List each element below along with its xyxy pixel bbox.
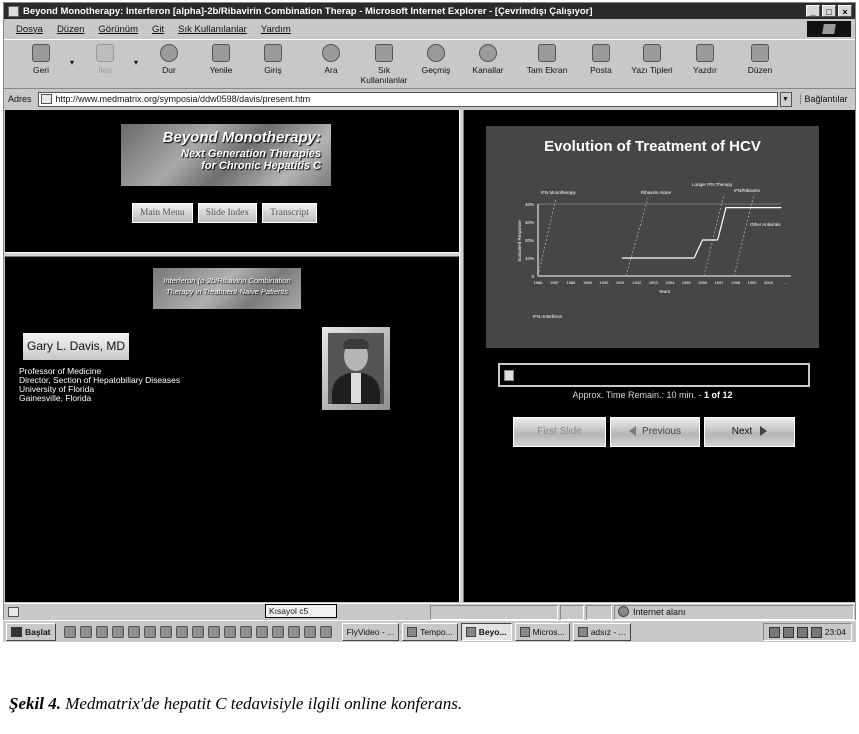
back-button[interactable] bbox=[16, 44, 66, 75]
stop-label: Dur bbox=[162, 65, 176, 75]
x-tick-label: 1999 bbox=[747, 280, 757, 285]
ie-icon bbox=[466, 627, 476, 637]
forward-arrow-icon bbox=[96, 44, 114, 62]
refresh-label: Yenile bbox=[209, 65, 233, 75]
ie-page-icon bbox=[8, 6, 19, 17]
transcript-button[interactable]: Transcript bbox=[262, 203, 317, 223]
slide-index-button[interactable]: Slide Index bbox=[198, 203, 258, 223]
mail-button[interactable] bbox=[576, 44, 626, 75]
home-icon bbox=[264, 44, 282, 62]
status-cell bbox=[430, 605, 558, 620]
figure-text: Medmatrix'de hepatit C tedavisiyle ilgili online konferans. bbox=[60, 694, 463, 713]
toolbar bbox=[4, 39, 855, 89]
quick-launch-icon[interactable] bbox=[208, 626, 220, 638]
era-divider-line bbox=[734, 194, 754, 276]
fonts-label: Yazı Tipleri bbox=[631, 65, 673, 75]
slide-chart bbox=[486, 126, 819, 348]
language-icon[interactable] bbox=[783, 627, 794, 638]
figure-label: Şekil 4. bbox=[9, 694, 61, 713]
address-input[interactable] bbox=[38, 92, 778, 107]
forward-dropdown-icon[interactable]: ▾ bbox=[134, 58, 139, 67]
bio-line: Gainesville, Florida bbox=[19, 393, 92, 403]
fullscreen-icon bbox=[538, 44, 556, 62]
quick-launch bbox=[64, 626, 332, 638]
printer-icon bbox=[696, 44, 714, 62]
task-beyond[interactable] bbox=[461, 623, 512, 641]
taskbar bbox=[3, 620, 856, 642]
menu-view[interactable]: Görünüm bbox=[98, 23, 139, 35]
x-tick-label: 1991 bbox=[615, 280, 625, 285]
era-divider-line bbox=[626, 198, 648, 276]
menu-bar bbox=[4, 20, 855, 38]
browser-window bbox=[3, 2, 856, 642]
print-label: Yazdır bbox=[693, 65, 717, 75]
previous-label: Previous bbox=[642, 426, 681, 437]
x-tick-label: .... bbox=[782, 280, 788, 285]
globe-icon bbox=[618, 606, 629, 617]
address-dropdown-icon[interactable]: ▼ bbox=[780, 92, 792, 107]
refresh-button[interactable] bbox=[196, 44, 246, 75]
slide-position: 1 of 12 bbox=[704, 390, 733, 400]
start-label: Başlat bbox=[25, 626, 51, 637]
quick-launch-icon[interactable] bbox=[192, 626, 204, 638]
menu-edit[interactable]: Düzen bbox=[56, 23, 85, 35]
x-tick-label: 1990 bbox=[599, 280, 609, 285]
chart-annotation: Ribavirin Alone bbox=[641, 190, 672, 195]
clock[interactable]: 23:04 bbox=[824, 627, 846, 637]
y-axis-label: Sustained Response bbox=[517, 220, 522, 262]
chart-annotation: IFN=Interferon bbox=[533, 314, 563, 319]
chart-annotation: Other Antivirals bbox=[750, 222, 781, 227]
y-tick-label: 40% bbox=[524, 202, 534, 207]
y-tick-label: 30% bbox=[524, 220, 534, 225]
next-button[interactable] bbox=[704, 417, 795, 447]
tray-app-icon[interactable] bbox=[811, 627, 822, 638]
speaker-name: Gary L. Davis, MD bbox=[23, 333, 129, 360]
slide-caption-box bbox=[498, 363, 810, 387]
search-icon bbox=[322, 44, 340, 62]
task-flyvideo[interactable] bbox=[342, 623, 400, 641]
speaker-photo bbox=[322, 327, 390, 410]
first-slide-label: First Slide bbox=[537, 426, 582, 437]
chart-annotation: Longer IFN Therapy bbox=[692, 182, 733, 187]
task-tempo[interactable] bbox=[402, 623, 458, 641]
task-label: Micros... bbox=[532, 626, 565, 637]
close-button[interactable]: × bbox=[838, 5, 852, 17]
x-tick-label: 1989 bbox=[582, 280, 592, 285]
forward-label: İleri bbox=[98, 65, 112, 75]
edit-icon bbox=[751, 44, 769, 62]
address-bar bbox=[4, 90, 855, 108]
x-tick-label: 1998 bbox=[731, 280, 741, 285]
figure-caption bbox=[9, 694, 462, 714]
quick-launch-icon[interactable] bbox=[80, 626, 92, 638]
minimize-button[interactable]: _ bbox=[806, 5, 820, 17]
links-button[interactable]: Bağlantılar bbox=[800, 94, 848, 104]
speaker-bio bbox=[19, 367, 180, 403]
bio-line: Director, Section of Hepatobiliary Diseases bbox=[19, 375, 181, 385]
banner-subtitle-1: Next Generation Therapies bbox=[181, 148, 321, 160]
edit-button[interactable] bbox=[735, 44, 785, 75]
menu-file[interactable]: Dosya bbox=[16, 23, 43, 35]
quick-launch-icon[interactable] bbox=[176, 626, 188, 638]
favorites-label-2: Kullanılanlar bbox=[360, 75, 408, 85]
home-button[interactable] bbox=[248, 44, 298, 75]
print-button[interactable] bbox=[680, 44, 730, 75]
bio-line: Professor of Medicine bbox=[19, 366, 102, 376]
history-label: Geçmiş bbox=[421, 65, 451, 75]
quick-launch-icon[interactable] bbox=[288, 626, 300, 638]
menu-go[interactable]: Git bbox=[152, 23, 165, 35]
era-divider-line bbox=[704, 194, 724, 276]
right-arrow-icon bbox=[760, 426, 767, 436]
task-label: adsız - ... bbox=[590, 626, 626, 637]
channels-label: Kanallar bbox=[472, 65, 504, 75]
time-remaining bbox=[486, 390, 819, 400]
frame-divider-horizontal[interactable] bbox=[5, 252, 459, 257]
x-tick-label: 1996 bbox=[698, 280, 708, 285]
quick-launch-icon[interactable] bbox=[160, 626, 172, 638]
page-content bbox=[5, 110, 855, 602]
x-tick-label: 2000 bbox=[764, 280, 773, 285]
y-tick-label: 10% bbox=[524, 256, 534, 261]
back-dropdown-icon[interactable]: ▾ bbox=[70, 58, 75, 67]
slide-title: Evolution of Treatment of HCV bbox=[544, 138, 761, 155]
status-cell bbox=[560, 605, 584, 620]
task-microsoft[interactable] bbox=[515, 623, 570, 641]
main-menu-button[interactable]: Main Menu bbox=[132, 203, 193, 223]
session-title-line-2: Therapy in Treatment-Naive Patients bbox=[166, 287, 288, 296]
era-divider-line bbox=[538, 198, 556, 276]
home-label: Giriş bbox=[264, 65, 282, 75]
left-arrow-icon bbox=[629, 426, 636, 436]
menu-help[interactable]: Yardım bbox=[260, 23, 291, 35]
time-remaining-text: Approx. Time Remain.: 10 min. - bbox=[572, 390, 705, 400]
favorites-label-1: Sık bbox=[377, 65, 391, 75]
quick-launch-icon[interactable] bbox=[64, 626, 76, 638]
task-label: Beyo... bbox=[478, 626, 507, 637]
page-icon bbox=[41, 94, 52, 104]
fullscreen-button[interactable] bbox=[522, 44, 572, 75]
address-label: Adres bbox=[8, 94, 32, 104]
task-buttons bbox=[342, 623, 631, 641]
chart-annotation: IFN Monotherapy bbox=[541, 190, 576, 195]
folder-icon bbox=[407, 627, 417, 637]
start-button[interactable] bbox=[6, 623, 56, 641]
series-line bbox=[694, 240, 718, 258]
quick-launch-icon[interactable] bbox=[240, 626, 252, 638]
word-icon bbox=[520, 627, 530, 637]
banner-title: Beyond Monotherapy: bbox=[162, 129, 321, 146]
stop-button[interactable] bbox=[144, 44, 194, 75]
bio-line: University of Florida bbox=[19, 384, 95, 394]
edit-label: Düzen bbox=[747, 65, 773, 75]
previous-button[interactable] bbox=[610, 417, 700, 447]
quick-launch-icon[interactable] bbox=[320, 626, 332, 638]
x-tick-label: 1987 bbox=[550, 280, 559, 285]
x-axis-label: Years bbox=[658, 289, 671, 294]
back-arrow-icon bbox=[32, 44, 50, 62]
fonts-button[interactable] bbox=[627, 44, 677, 75]
history-icon bbox=[427, 44, 445, 62]
windows-flag-icon bbox=[11, 627, 22, 637]
document-icon bbox=[504, 370, 514, 381]
slide-image bbox=[486, 126, 819, 348]
chart-annotation: IFN/Ribavirin bbox=[734, 188, 761, 193]
task-label: FlyVideo - ... bbox=[346, 626, 395, 637]
quick-launch-icon[interactable] bbox=[96, 626, 108, 638]
status-bar bbox=[4, 603, 855, 620]
y-tick-label: 20% bbox=[524, 238, 534, 243]
volume-icon[interactable] bbox=[797, 627, 808, 638]
maximize-button[interactable]: □ bbox=[822, 5, 836, 17]
frame-divider-vertical[interactable] bbox=[459, 110, 464, 602]
font-icon bbox=[643, 44, 661, 62]
stop-icon bbox=[160, 44, 178, 62]
quick-launch-icon[interactable] bbox=[256, 626, 268, 638]
x-tick-label: 1986 bbox=[533, 280, 543, 285]
quick-launch-icon[interactable] bbox=[304, 626, 316, 638]
search-label: Ara bbox=[324, 65, 338, 75]
x-tick-label: 1995 bbox=[681, 280, 691, 285]
fullscreen-label: Tam Ekran bbox=[526, 65, 568, 75]
menu-favorites[interactable]: Sık Kullanılanlar bbox=[178, 23, 247, 35]
window-title: Beyond Monotherapy: Interferon [alpha]-2b/Ribavirin Combination Therap - Microsoft Internet Explorer - [Çevrimdışı Çalışıyor] bbox=[23, 5, 593, 17]
title-bar[interactable] bbox=[4, 3, 855, 19]
quick-launch-icon[interactable] bbox=[144, 626, 156, 638]
task-label: Tempo... bbox=[420, 626, 453, 637]
x-tick-label: 1988 bbox=[566, 280, 576, 285]
security-zone bbox=[618, 606, 686, 617]
tooltip: Kısayol c5 bbox=[265, 604, 337, 618]
search-button[interactable] bbox=[306, 44, 356, 75]
network-icon[interactable] bbox=[769, 627, 780, 638]
paint-icon bbox=[578, 627, 588, 637]
mail-icon bbox=[592, 44, 610, 62]
session-title bbox=[153, 268, 301, 309]
session-title-line-1: Interferon (α-2b/Ribavirin Combination bbox=[163, 276, 291, 285]
status-cell bbox=[586, 605, 612, 620]
quick-launch-icon[interactable] bbox=[272, 626, 284, 638]
channels-icon bbox=[479, 44, 497, 62]
quick-launch-icon[interactable] bbox=[224, 626, 236, 638]
refresh-icon bbox=[212, 44, 230, 62]
x-tick-label: 1993 bbox=[648, 280, 658, 285]
zone-label: Internet alanı bbox=[633, 606, 686, 617]
page-status-icon bbox=[8, 607, 19, 617]
next-label: Next bbox=[731, 426, 753, 437]
favorites-button[interactable] bbox=[359, 44, 409, 85]
x-tick-label: 1997 bbox=[714, 280, 724, 285]
quick-launch-icon[interactable] bbox=[112, 626, 124, 638]
mail-label: Posta bbox=[590, 65, 612, 75]
taskbar-wrap bbox=[3, 620, 856, 642]
x-tick-label: 1992 bbox=[632, 280, 642, 285]
banner-subtitle-2: for Chronic Hepatitis C bbox=[201, 160, 321, 172]
history-button[interactable] bbox=[411, 44, 461, 75]
presentation-banner bbox=[121, 124, 331, 186]
favorites-icon bbox=[375, 44, 393, 62]
y-tick-label: 0 bbox=[531, 274, 534, 279]
first-slide-button[interactable] bbox=[513, 417, 606, 447]
windows-logo-icon bbox=[807, 21, 851, 37]
quick-launch-icon[interactable] bbox=[128, 626, 140, 638]
back-label: Geri bbox=[32, 65, 50, 75]
task-untitled[interactable] bbox=[573, 623, 631, 641]
channels-button[interactable] bbox=[463, 44, 513, 75]
forward-button[interactable] bbox=[80, 44, 130, 75]
system-tray bbox=[763, 623, 852, 641]
presentation-nav bbox=[132, 203, 317, 223]
x-tick-label: 1994 bbox=[665, 280, 675, 285]
address-url: http://www.medmatrix.org/symposia/ddw0598/davis/present.htm bbox=[55, 94, 311, 104]
